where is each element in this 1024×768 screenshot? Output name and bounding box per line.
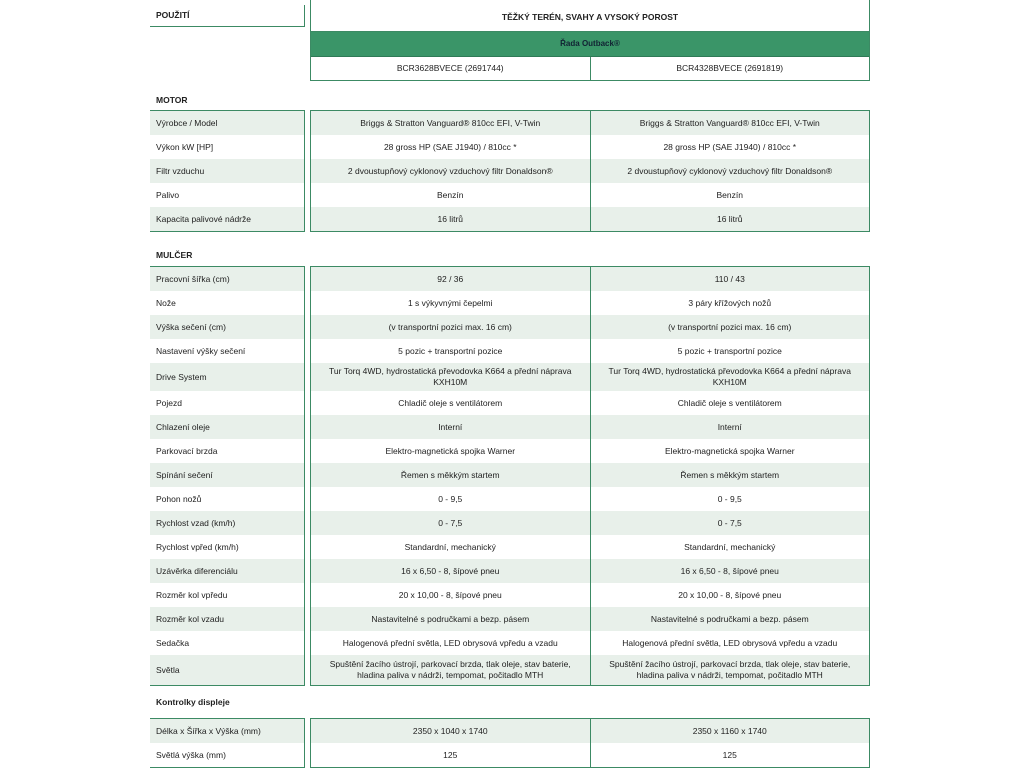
row-label: Světlá výška (mm) [156, 750, 226, 760]
table-row [311, 339, 869, 363]
value-model-2: 3 páry křížových nožů [688, 297, 772, 308]
row-label: Rychlost vzad (km/h) [150, 511, 304, 535]
value-model-1: 16 x 6,50 - 8, šípové pneu [311, 559, 591, 583]
value-model-1: 0 - 7,5 [311, 511, 591, 535]
value-model-1: Standardní, mechanický [311, 535, 591, 559]
value-model-2: 0 - 7,5 [717, 517, 742, 528]
row-label: Filtr vzduchu [150, 159, 304, 183]
value-model-1: Tur Torq 4WD, hydrostatická převodovka K664 a přední náprava KXH10M [311, 363, 591, 391]
value-model-1: Briggs & Stratton Vanguard® 810cc EFI, V-Twin [311, 111, 591, 135]
row-label: Drive System [150, 363, 304, 391]
header-right [310, 0, 870, 81]
table-row [311, 719, 869, 743]
value-model-2: Briggs & Stratton Vanguard® 810cc EFI, V-Twin [639, 117, 820, 128]
value-model-2: (v transportní pozici max. 16 cm) [668, 321, 792, 332]
row-label: Výkon kW [HP] [156, 142, 214, 152]
row-label: Palivo [156, 190, 180, 200]
value-model-2: Benzín [716, 189, 743, 200]
row-label: Sedačka [156, 638, 190, 648]
value-model-1: 16 litrů [311, 207, 591, 231]
section-title: Kontrolky displeje [156, 697, 230, 707]
value-model-2: Nastavitelné s područkami a bezp. pásem [650, 613, 809, 624]
value-model-2: Chladič oleje s ventilátorem [677, 397, 782, 408]
table-row [311, 183, 869, 207]
value-model-1: Elektro-magnetická spojka Warner [311, 439, 591, 463]
table-row [311, 535, 869, 559]
value-model-2: 5 pozic + transportní pozice [677, 345, 782, 356]
table-row [311, 135, 869, 159]
label-column [150, 718, 305, 768]
value-model-1: Řemen s měkkým startem [311, 463, 591, 487]
row-label: Pracovní šířka (cm) [150, 267, 304, 291]
value-model-2: 20 x 10,00 - 8, šípové pneu [678, 589, 782, 600]
row-label: Nože [156, 298, 176, 308]
row-label: Chlazení oleje [150, 415, 304, 439]
value-model-2: Spuštění žacího ústrojí, parkovací brzda, tlak oleje, stav baterie, hladina paliva v nádrži, tempomat, počitadlo MTH [609, 659, 851, 680]
table-row [311, 607, 869, 631]
value-model-2: 125 [722, 749, 737, 760]
series-banner: Řada Outback® [311, 32, 869, 56]
row-label: Rozměr kol vzadu [150, 607, 304, 631]
value-model-1: Spuštění žacího ústrojí, parkovací brzda, tlak oleje, stav baterie, hladina paliva v nádrži, tempomat, počitadlo MTH [311, 655, 591, 685]
value-model-1: 2350 x 1040 x 1740 [311, 719, 591, 743]
table-row [311, 439, 869, 463]
table-row [311, 363, 869, 391]
model-1: BCR3628BVECE (2691744) [311, 57, 591, 80]
value-model-1: 28 gross HP (SAE J1940) / 810cc * [311, 135, 591, 159]
model-2: BCR4328BVECE (2691819) [676, 63, 784, 73]
table-row [311, 291, 869, 315]
value-model-2: Řemen s měkkým startem [680, 469, 780, 480]
value-model-2: Elektro-magnetická spojka Warner [664, 445, 795, 456]
value-columns [310, 266, 870, 686]
value-model-1: Interní [311, 415, 591, 439]
row-label: Parkovací brzda [156, 446, 218, 456]
row-label: Rychlost vpřed (km/h) [156, 542, 239, 552]
row-label: Kapacita palivové nádrže [150, 207, 304, 231]
value-model-2: 110 / 43 [714, 273, 745, 284]
value-model-2: Standardní, mechanický [684, 541, 776, 552]
label-column [150, 266, 305, 686]
row-label: Výška sečení (cm) [150, 315, 304, 339]
value-columns [310, 718, 870, 768]
label-column [150, 110, 305, 232]
value-model-1: 2 dvoustupňový cyklonový vzduchový filtr Donaldson® [311, 159, 591, 183]
usage-value: TĚŽKÝ TERÉN, SVAHY A VYSOKÝ POROST [311, 0, 869, 32]
value-columns [310, 110, 870, 232]
model-row [311, 56, 869, 80]
value-model-1: Halogenová přední světla, LED obrysová vpředu a vzadu [311, 631, 591, 655]
value-model-2: 2 dvoustupňový cyklonový vzduchový filtr Donaldson® [627, 165, 833, 176]
value-model-2: Halogenová přední světla, LED obrysová vpředu a vzadu [622, 637, 838, 648]
row-label: Rozměr kol vpředu [156, 590, 228, 600]
usage-label: POUŽITÍ [150, 5, 305, 27]
table-row [311, 631, 869, 655]
row-label: Pohon nožů [156, 494, 202, 504]
value-model-2: 16 litrů [716, 213, 743, 224]
section-title: MOTOR [156, 95, 188, 105]
value-model-2: Interní [717, 421, 742, 432]
row-label: Uzávěrka diferenciálu [150, 559, 304, 583]
table-row [311, 655, 869, 685]
value-model-2: 16 x 6,50 - 8, šípové pneu [680, 565, 779, 576]
table-row [311, 415, 869, 439]
value-model-2: Tur Torq 4WD, hydrostatická převodovka K664 a přední náprava KXH10M [608, 366, 851, 387]
table-row [311, 559, 869, 583]
value-model-1: 5 pozic + transportní pozice [311, 339, 591, 363]
value-model-1: 20 x 10,00 - 8, šípové pneu [311, 583, 591, 607]
value-model-1: Benzín [311, 183, 591, 207]
value-model-1: (v transportní pozici max. 16 cm) [311, 315, 591, 339]
value-model-2: 28 gross HP (SAE J1940) / 810cc * [663, 141, 797, 152]
value-model-1: 92 / 36 [311, 267, 591, 291]
row-label: Světla [150, 655, 304, 685]
value-model-2: 0 - 9,5 [717, 493, 742, 504]
table-row [311, 743, 869, 767]
row-label: Výrobce / Model [150, 111, 304, 135]
value-model-1: 125 [311, 743, 591, 767]
row-label: Nastavení výšky sečení [156, 346, 246, 356]
table-row [311, 511, 869, 535]
table-row [311, 159, 869, 183]
section-title: MULČER [156, 250, 193, 260]
value-model-1: 0 - 9,5 [311, 487, 591, 511]
table-row [311, 583, 869, 607]
value-model-1: Nastavitelné s područkami a bezp. pásem [311, 607, 591, 631]
row-label: Délka x Šířka x Výška (mm) [150, 719, 304, 743]
table-row [311, 315, 869, 339]
table-row [311, 487, 869, 511]
value-model-1: Chladič oleje s ventilátorem [311, 391, 591, 415]
table-row [311, 463, 869, 487]
row-label: Pojezd [156, 398, 182, 408]
table-row [311, 207, 869, 231]
value-model-2: 2350 x 1160 x 1740 [692, 725, 767, 736]
row-label: Spínání sečení [150, 463, 304, 487]
table-row [311, 391, 869, 415]
table-row [311, 267, 869, 291]
value-model-1: 1 s výkyvnými čepelmi [311, 291, 591, 315]
table-row [311, 111, 869, 135]
